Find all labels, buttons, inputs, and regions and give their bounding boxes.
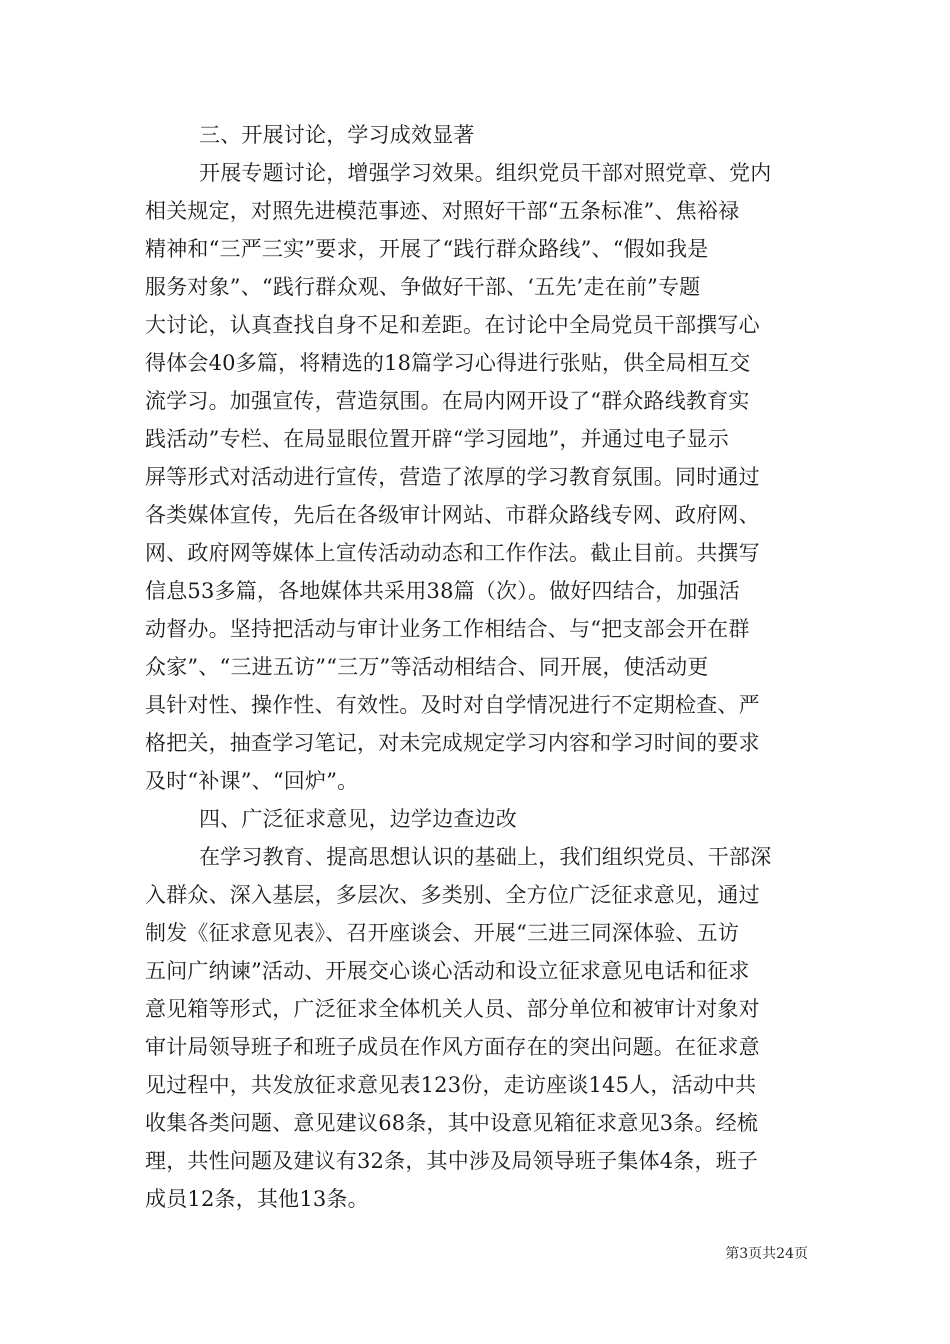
paragraph-line: 动督办。坚持把活动与审计业务工作相结合、与“把支部会开在群	[145, 617, 750, 641]
paragraph-line: 精神和“三严三实”要求，开展了“践行群众路线”、“假如我是	[145, 237, 709, 261]
paragraph-line: 流学习。加强宣传，营造氛围。在局内网开设了“群众路线教育实	[145, 389, 750, 413]
paragraph-line: 及时“补课”、“回炉”。	[145, 769, 359, 793]
paragraph-line: 各类媒体宣传，先后在各级审计网站、市群众路线专网、政府网、	[145, 503, 760, 527]
paragraph-line: 践活动”专栏、在局显眼位置开辟“学习园地”，并通过电子显示	[145, 427, 730, 451]
section-heading-4: 四、广泛征求意见，边学边查边改	[199, 807, 517, 831]
paragraph-line: 意见箱等形式，广泛征求全体机关人员、部分单位和被审计对象对	[145, 997, 760, 1021]
paragraph-line: 大讨论，认真查找自身不足和差距。在讨论中全局党员干部撰写心	[145, 313, 760, 337]
page-number: 第3页共24页	[725, 1246, 808, 1262]
paragraph-line: 众家”、“三进五访”“三万”等活动相结合、同开展，使活动更	[145, 655, 709, 679]
paragraph-line: 开展专题讨论，增强学习效果。组织党员干部对照党章、党内	[199, 161, 772, 185]
paragraph-line: 服务对象”、“践行群众观、争做好干部、‘五先’走在前”专题	[145, 275, 701, 299]
paragraph-line: 得体会40多篇，将精选的18篇学习心得进行张贴，供全局相互交	[145, 351, 751, 375]
paragraph-line: 见过程中，共发放征求意见表123份，走访座谈145人，活动中共	[145, 1073, 757, 1097]
paragraph-line: 理，共性问题及建议有32条，其中涉及局领导班子集体4条，班子	[145, 1149, 759, 1173]
paragraph-line: 网、政府网等媒体上宣传活动动态和工作作法。截止目前。共撰写	[145, 541, 760, 565]
paragraph-line: 信息53多篇，各地媒体共采用38篇（次）。做好四结合，加强活	[145, 579, 740, 603]
paragraph-line: 具针对性、操作性、有效性。及时对自学情况进行不定期检查、严	[145, 693, 760, 717]
paragraph-line: 格把关，抽查学习笔记，对未完成规定学习内容和学习时间的要求	[145, 731, 760, 755]
paragraph-line: 制发《征求意见表》、召开座谈会、开展“三进三同深体验、五访	[145, 921, 740, 945]
paragraph-line: 相关规定，对照先进模范事迹、对照好干部“五条标准”、焦裕禄	[145, 199, 740, 223]
paragraph-line: 入群众、深入基层，多层次、多类别、全方位广泛征求意见，通过	[145, 883, 760, 907]
paragraph-line: 收集各类问题、意见建议68条，其中设意见箱征求意见3条。经梳	[145, 1111, 759, 1135]
section-heading-3: 三、开展讨论，学习成效显著	[199, 123, 475, 147]
paragraph-line: 屏等形式对活动进行宣传，营造了浓厚的学习教育氛围。同时通过	[145, 465, 760, 489]
paragraph-line: 审计局领导班子和班子成员在作风方面存在的突出问题。在征求意	[145, 1035, 760, 1059]
paragraph-line: 在学习教育、提高思想认识的基础上，我们组织党员、干部深	[199, 845, 772, 869]
paragraph-line: 成员12条，其他13条。	[145, 1187, 369, 1211]
paragraph-line: 五问广纳谏”活动、开展交心谈心活动和设立征求意见电话和征求	[145, 959, 750, 983]
